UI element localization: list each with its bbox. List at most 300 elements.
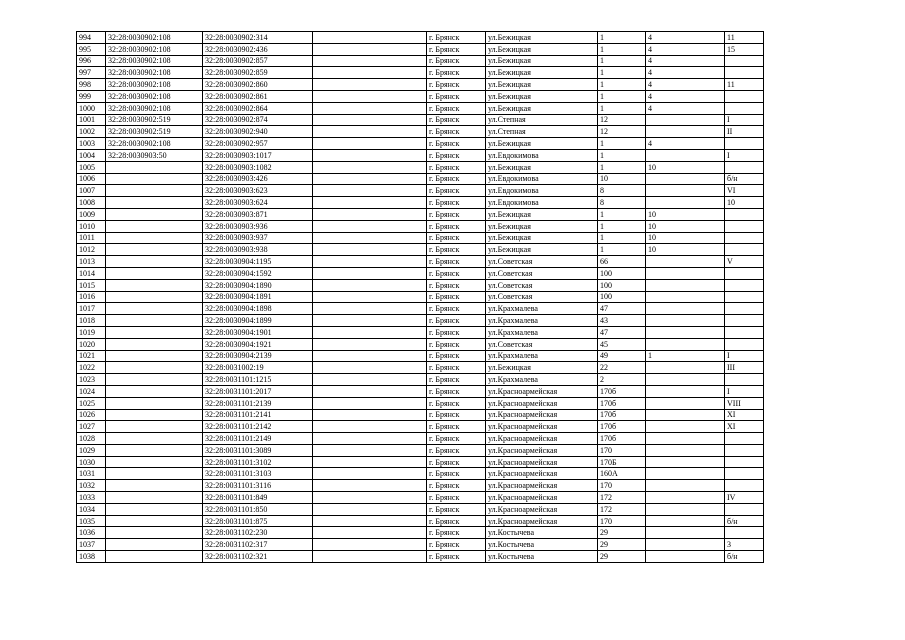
premises-number-cell: XI xyxy=(725,421,764,433)
cadastral-number-cell: 32:28:0030902:859 xyxy=(203,67,313,79)
parent-cadastral-number-cell xyxy=(106,326,203,338)
premises-number-cell: I xyxy=(725,149,764,161)
table-row xyxy=(77,149,764,161)
cadastral-number-cell: 32:28:0031101:849 xyxy=(203,492,313,504)
house-number-cell: 8 xyxy=(598,185,646,197)
cadastral-number-cell: 32:28:0031101:2141 xyxy=(203,409,313,421)
empty-column-cell xyxy=(313,468,427,480)
table-row xyxy=(77,279,764,291)
parent-cadastral-number-cell: 32:28:0030902:108 xyxy=(106,79,203,91)
building-number-cell: 4 xyxy=(646,138,725,150)
table-row xyxy=(77,515,764,527)
house-number-cell: 12 xyxy=(598,114,646,126)
house-number-cell: 10 xyxy=(598,173,646,185)
building-number-cell xyxy=(646,503,725,515)
cadastral-number-cell: 32:28:0030902:957 xyxy=(203,138,313,150)
row-number-cell: 1010 xyxy=(77,220,106,232)
premises-number-cell xyxy=(725,161,764,173)
street-cell: ул.Бежицкая xyxy=(486,161,598,173)
parent-cadastral-number-cell xyxy=(106,161,203,173)
row-number-cell: 1008 xyxy=(77,197,106,209)
empty-column-cell xyxy=(313,185,427,197)
parent-cadastral-number-cell xyxy=(106,220,203,232)
city-cell: г. Брянск xyxy=(427,492,486,504)
cadastral-number-cell: 32:28:0031102:321 xyxy=(203,551,313,563)
building-number-cell xyxy=(646,551,725,563)
empty-column-cell xyxy=(313,492,427,504)
street-cell: ул.Евдокимова xyxy=(486,173,598,185)
empty-column-cell xyxy=(313,126,427,138)
empty-column-cell xyxy=(313,149,427,161)
row-number-cell: 998 xyxy=(77,79,106,91)
street-cell: ул.Крахмалева xyxy=(486,303,598,315)
street-cell: ул.Бежицкая xyxy=(486,362,598,374)
street-cell: ул.Бежицкая xyxy=(486,79,598,91)
cadastral-number-cell: 32:28:0030903:1017 xyxy=(203,149,313,161)
city-cell: г. Брянск xyxy=(427,90,486,102)
house-number-cell: 12 xyxy=(598,126,646,138)
parent-cadastral-number-cell xyxy=(106,279,203,291)
table-row xyxy=(77,102,764,114)
cadastral-number-cell: 32:28:0030904:1890 xyxy=(203,279,313,291)
street-cell: ул.Советская xyxy=(486,256,598,268)
parent-cadastral-number-cell xyxy=(106,492,203,504)
premises-number-cell xyxy=(725,55,764,67)
table-row xyxy=(77,374,764,386)
table-row xyxy=(77,492,764,504)
city-cell: г. Брянск xyxy=(427,244,486,256)
city-cell: г. Брянск xyxy=(427,421,486,433)
premises-number-cell: 10 xyxy=(725,197,764,209)
parent-cadastral-number-cell xyxy=(106,267,203,279)
table-row xyxy=(77,197,764,209)
building-number-cell xyxy=(646,374,725,386)
street-cell: ул.Красноармейская xyxy=(486,503,598,515)
table-row xyxy=(77,338,764,350)
table-row xyxy=(77,303,764,315)
parent-cadastral-number-cell xyxy=(106,338,203,350)
row-number-cell: 1012 xyxy=(77,244,106,256)
cadastral-number-cell: 32:28:0030904:2139 xyxy=(203,350,313,362)
house-number-cell: 172 xyxy=(598,492,646,504)
empty-column-cell xyxy=(313,161,427,173)
street-cell: ул.Советская xyxy=(486,291,598,303)
city-cell: г. Брянск xyxy=(427,374,486,386)
table-row xyxy=(77,527,764,539)
empty-column-cell xyxy=(313,385,427,397)
empty-column-cell xyxy=(313,244,427,256)
building-number-cell: 10 xyxy=(646,208,725,220)
row-number-cell: 1003 xyxy=(77,138,106,150)
premises-number-cell: 11 xyxy=(725,79,764,91)
parent-cadastral-number-cell: 32:28:0030902:108 xyxy=(106,43,203,55)
street-cell: ул.Красноармейская xyxy=(486,421,598,433)
cadastral-number-cell: 32:28:0030902:436 xyxy=(203,43,313,55)
cadastral-number-cell: 32:28:0030902:874 xyxy=(203,114,313,126)
city-cell: г. Брянск xyxy=(427,279,486,291)
empty-column-cell xyxy=(313,421,427,433)
table-row xyxy=(77,161,764,173)
cadastral-number-cell: 32:28:0030903:1082 xyxy=(203,161,313,173)
premises-number-cell: 11 xyxy=(725,32,764,44)
table-row xyxy=(77,362,764,374)
row-number-cell: 994 xyxy=(77,32,106,44)
cadastral-number-cell: 32:28:0030902:861 xyxy=(203,90,313,102)
row-number-cell: 997 xyxy=(77,67,106,79)
cadastral-number-cell: 32:28:0031101:3103 xyxy=(203,468,313,480)
city-cell: г. Брянск xyxy=(427,32,486,44)
parent-cadastral-number-cell: 32:28:0030902:108 xyxy=(106,55,203,67)
house-number-cell: 170 xyxy=(598,480,646,492)
premises-number-cell xyxy=(725,67,764,79)
house-number-cell: 1 xyxy=(598,220,646,232)
row-number-cell: 1019 xyxy=(77,326,106,338)
table-row xyxy=(77,397,764,409)
parent-cadastral-number-cell xyxy=(106,409,203,421)
empty-column-cell xyxy=(313,433,427,445)
cadastral-number-cell: 32:28:0030903:871 xyxy=(203,208,313,220)
house-number-cell: 49 xyxy=(598,350,646,362)
cadastral-number-cell: 32:28:0030902:857 xyxy=(203,55,313,67)
premises-number-cell xyxy=(725,291,764,303)
empty-column-cell xyxy=(313,256,427,268)
row-number-cell: 1020 xyxy=(77,338,106,350)
empty-column-cell xyxy=(313,90,427,102)
row-number-cell: 1024 xyxy=(77,385,106,397)
row-number-cell: 1026 xyxy=(77,409,106,421)
cadastral-number-cell: 32:28:0030903:624 xyxy=(203,197,313,209)
parent-cadastral-number-cell: 32:28:0030902:108 xyxy=(106,138,203,150)
row-number-cell: 1013 xyxy=(77,256,106,268)
premises-number-cell xyxy=(725,527,764,539)
house-number-cell: 1 xyxy=(598,79,646,91)
parent-cadastral-number-cell xyxy=(106,256,203,268)
house-number-cell: 29 xyxy=(598,539,646,551)
row-number-cell: 1022 xyxy=(77,362,106,374)
parent-cadastral-number-cell: 32:28:0030902:519 xyxy=(106,126,203,138)
table-row xyxy=(77,208,764,220)
premises-number-cell xyxy=(725,374,764,386)
parent-cadastral-number-cell xyxy=(106,480,203,492)
house-number-cell: 1 xyxy=(598,32,646,44)
table-row xyxy=(77,67,764,79)
city-cell: г. Брянск xyxy=(427,303,486,315)
table-row xyxy=(77,456,764,468)
row-number-cell: 1027 xyxy=(77,421,106,433)
parent-cadastral-number-cell xyxy=(106,444,203,456)
house-number-cell: 1 xyxy=(598,149,646,161)
building-number-cell xyxy=(646,149,725,161)
building-number-cell xyxy=(646,480,725,492)
cadastral-number-cell: 32:28:0030903:426 xyxy=(203,173,313,185)
city-cell: г. Брянск xyxy=(427,338,486,350)
building-number-cell xyxy=(646,456,725,468)
street-cell: ул.Бежицкая xyxy=(486,208,598,220)
building-number-cell xyxy=(646,315,725,327)
city-cell: г. Брянск xyxy=(427,67,486,79)
empty-column-cell xyxy=(313,79,427,91)
building-number-cell: 10 xyxy=(646,220,725,232)
city-cell: г. Брянск xyxy=(427,444,486,456)
row-number-cell: 1018 xyxy=(77,315,106,327)
city-cell: г. Брянск xyxy=(427,503,486,515)
building-number-cell xyxy=(646,185,725,197)
city-cell: г. Брянск xyxy=(427,350,486,362)
empty-column-cell xyxy=(313,480,427,492)
premises-number-cell xyxy=(725,468,764,480)
parent-cadastral-number-cell xyxy=(106,468,203,480)
empty-column-cell xyxy=(313,338,427,350)
cadastral-number-cell: 32:28:0031101:875 xyxy=(203,515,313,527)
city-cell: г. Брянск xyxy=(427,232,486,244)
table-row xyxy=(77,551,764,563)
table-row xyxy=(77,79,764,91)
cadastral-number-cell: 32:28:0030903:938 xyxy=(203,244,313,256)
table-body xyxy=(77,32,764,563)
street-cell: ул.Советская xyxy=(486,338,598,350)
row-number-cell: 1025 xyxy=(77,397,106,409)
empty-column-cell xyxy=(313,444,427,456)
table-row xyxy=(77,503,764,515)
parent-cadastral-number-cell xyxy=(106,232,203,244)
table-row xyxy=(77,244,764,256)
street-cell: ул.Красноармейская xyxy=(486,492,598,504)
building-number-cell: 4 xyxy=(646,32,725,44)
city-cell: г. Брянск xyxy=(427,480,486,492)
empty-column-cell xyxy=(313,326,427,338)
city-cell: г. Брянск xyxy=(427,385,486,397)
empty-column-cell xyxy=(313,374,427,386)
city-cell: г. Брянск xyxy=(427,161,486,173)
row-number-cell: 1009 xyxy=(77,208,106,220)
house-number-cell: 29 xyxy=(598,551,646,563)
house-number-cell: 100 xyxy=(598,267,646,279)
city-cell: г. Брянск xyxy=(427,149,486,161)
row-number-cell: 1034 xyxy=(77,503,106,515)
table-row xyxy=(77,267,764,279)
table-row xyxy=(77,90,764,102)
cadastral-number-cell: 32:28:0030904:1195 xyxy=(203,256,313,268)
cadastral-number-cell: 32:28:0031101:2139 xyxy=(203,397,313,409)
city-cell: г. Брянск xyxy=(427,43,486,55)
city-cell: г. Брянск xyxy=(427,185,486,197)
street-cell: ул.Красноармейская xyxy=(486,480,598,492)
building-number-cell: 10 xyxy=(646,232,725,244)
premises-number-cell xyxy=(725,138,764,150)
city-cell: г. Брянск xyxy=(427,102,486,114)
empty-column-cell xyxy=(313,67,427,79)
building-number-cell xyxy=(646,362,725,374)
row-number-cell: 1014 xyxy=(77,267,106,279)
city-cell: г. Брянск xyxy=(427,208,486,220)
city-cell: г. Брянск xyxy=(427,126,486,138)
empty-column-cell xyxy=(313,267,427,279)
row-number-cell: 1032 xyxy=(77,480,106,492)
street-cell: ул.Советская xyxy=(486,279,598,291)
empty-column-cell xyxy=(313,43,427,55)
street-cell: ул.Бежицкая xyxy=(486,232,598,244)
table-row xyxy=(77,256,764,268)
building-number-cell: 4 xyxy=(646,79,725,91)
building-number-cell xyxy=(646,468,725,480)
premises-number-cell xyxy=(725,232,764,244)
empty-column-cell xyxy=(313,362,427,374)
premises-number-cell xyxy=(725,503,764,515)
house-number-cell: 170 xyxy=(598,444,646,456)
table-row xyxy=(77,315,764,327)
building-number-cell xyxy=(646,326,725,338)
row-number-cell: 1015 xyxy=(77,279,106,291)
house-number-cell: 170б xyxy=(598,397,646,409)
cadastral-number-cell: 32:28:0031101:2142 xyxy=(203,421,313,433)
premises-number-cell: I xyxy=(725,350,764,362)
property-register-table xyxy=(76,31,764,563)
parent-cadastral-number-cell xyxy=(106,515,203,527)
parent-cadastral-number-cell xyxy=(106,303,203,315)
city-cell: г. Брянск xyxy=(427,539,486,551)
empty-column-cell xyxy=(313,315,427,327)
building-number-cell xyxy=(646,444,725,456)
building-number-cell: 10 xyxy=(646,161,725,173)
house-number-cell: 160А xyxy=(598,468,646,480)
table-row xyxy=(77,55,764,67)
parent-cadastral-number-cell xyxy=(106,350,203,362)
building-number-cell xyxy=(646,126,725,138)
house-number-cell: 170б xyxy=(598,385,646,397)
house-number-cell: 100 xyxy=(598,279,646,291)
house-number-cell: 172 xyxy=(598,503,646,515)
cadastral-number-cell: 32:28:0031101:850 xyxy=(203,503,313,515)
cadastral-number-cell: 32:28:0030904:1898 xyxy=(203,303,313,315)
house-number-cell: 2 xyxy=(598,374,646,386)
house-number-cell: 1 xyxy=(598,161,646,173)
premises-number-cell: VI xyxy=(725,185,764,197)
house-number-cell: 45 xyxy=(598,338,646,350)
street-cell: ул.Красноармейская xyxy=(486,409,598,421)
street-cell: ул.Советская xyxy=(486,267,598,279)
city-cell: г. Брянск xyxy=(427,456,486,468)
table-row xyxy=(77,433,764,445)
empty-column-cell xyxy=(313,350,427,362)
empty-column-cell xyxy=(313,291,427,303)
cadastral-number-cell: 32:28:0031101:3102 xyxy=(203,456,313,468)
building-number-cell: 4 xyxy=(646,43,725,55)
street-cell: ул.Евдокимова xyxy=(486,185,598,197)
city-cell: г. Брянск xyxy=(427,291,486,303)
parent-cadastral-number-cell xyxy=(106,539,203,551)
house-number-cell: 100 xyxy=(598,291,646,303)
cadastral-number-cell: 32:28:0030904:1891 xyxy=(203,291,313,303)
table-row xyxy=(77,539,764,551)
premises-number-cell: III xyxy=(725,362,764,374)
house-number-cell: 8 xyxy=(598,197,646,209)
row-number-cell: 1031 xyxy=(77,468,106,480)
premises-number-cell: VIII xyxy=(725,397,764,409)
parent-cadastral-number-cell xyxy=(106,397,203,409)
empty-column-cell xyxy=(313,279,427,291)
empty-column-cell xyxy=(313,32,427,44)
premises-number-cell: 15 xyxy=(725,43,764,55)
street-cell: ул.Евдокимова xyxy=(486,149,598,161)
empty-column-cell xyxy=(313,232,427,244)
building-number-cell xyxy=(646,197,725,209)
parent-cadastral-number-cell xyxy=(106,362,203,374)
parent-cadastral-number-cell xyxy=(106,208,203,220)
row-number-cell: 995 xyxy=(77,43,106,55)
premises-number-cell xyxy=(725,303,764,315)
table-row xyxy=(77,409,764,421)
street-cell: ул.Бежицкая xyxy=(486,220,598,232)
street-cell: ул.Бежицкая xyxy=(486,102,598,114)
row-number-cell: 1028 xyxy=(77,433,106,445)
cadastral-number-cell: 32:28:0030902:864 xyxy=(203,102,313,114)
row-number-cell: 1011 xyxy=(77,232,106,244)
premises-number-cell xyxy=(725,326,764,338)
premises-number-cell xyxy=(725,102,764,114)
parent-cadastral-number-cell xyxy=(106,374,203,386)
empty-column-cell xyxy=(313,515,427,527)
city-cell: г. Брянск xyxy=(427,326,486,338)
row-number-cell: 1007 xyxy=(77,185,106,197)
premises-number-cell xyxy=(725,433,764,445)
house-number-cell: 170б xyxy=(598,433,646,445)
row-number-cell: 1017 xyxy=(77,303,106,315)
cadastral-number-cell: 32:28:0031101:3089 xyxy=(203,444,313,456)
building-number-cell xyxy=(646,409,725,421)
row-number-cell: 1001 xyxy=(77,114,106,126)
parent-cadastral-number-cell xyxy=(106,456,203,468)
building-number-cell: 10 xyxy=(646,244,725,256)
house-number-cell: 43 xyxy=(598,315,646,327)
building-number-cell xyxy=(646,303,725,315)
table-row xyxy=(77,291,764,303)
row-number-cell: 1004 xyxy=(77,149,106,161)
row-number-cell: 1023 xyxy=(77,374,106,386)
city-cell: г. Брянск xyxy=(427,409,486,421)
building-number-cell: 4 xyxy=(646,102,725,114)
empty-column-cell xyxy=(313,503,427,515)
row-number-cell: 1033 xyxy=(77,492,106,504)
premises-number-cell xyxy=(725,456,764,468)
house-number-cell: 1 xyxy=(598,138,646,150)
row-number-cell: 1021 xyxy=(77,350,106,362)
city-cell: г. Брянск xyxy=(427,173,486,185)
cadastral-number-cell: 32:28:0031101:2017 xyxy=(203,385,313,397)
building-number-cell xyxy=(646,173,725,185)
cadastral-number-cell: 32:28:0030902:940 xyxy=(203,126,313,138)
house-number-cell: 1 xyxy=(598,43,646,55)
table-row xyxy=(77,185,764,197)
building-number-cell xyxy=(646,433,725,445)
table-row xyxy=(77,43,764,55)
cadastral-number-cell: 32:28:0030903:623 xyxy=(203,185,313,197)
street-cell: ул.Костычева xyxy=(486,551,598,563)
street-cell: ул.Красноармейская xyxy=(486,385,598,397)
cadastral-number-cell: 32:28:0031101:1215 xyxy=(203,374,313,386)
street-cell: ул.Крахмалева xyxy=(486,315,598,327)
street-cell: ул.Степная xyxy=(486,114,598,126)
premises-number-cell xyxy=(725,90,764,102)
parent-cadastral-number-cell xyxy=(106,385,203,397)
premises-number-cell xyxy=(725,244,764,256)
street-cell: ул.Крахмалева xyxy=(486,374,598,386)
empty-column-cell xyxy=(313,409,427,421)
table-row xyxy=(77,114,764,126)
premises-number-cell: 3 xyxy=(725,539,764,551)
premises-number-cell: V xyxy=(725,256,764,268)
building-number-cell xyxy=(646,291,725,303)
parent-cadastral-number-cell xyxy=(106,185,203,197)
